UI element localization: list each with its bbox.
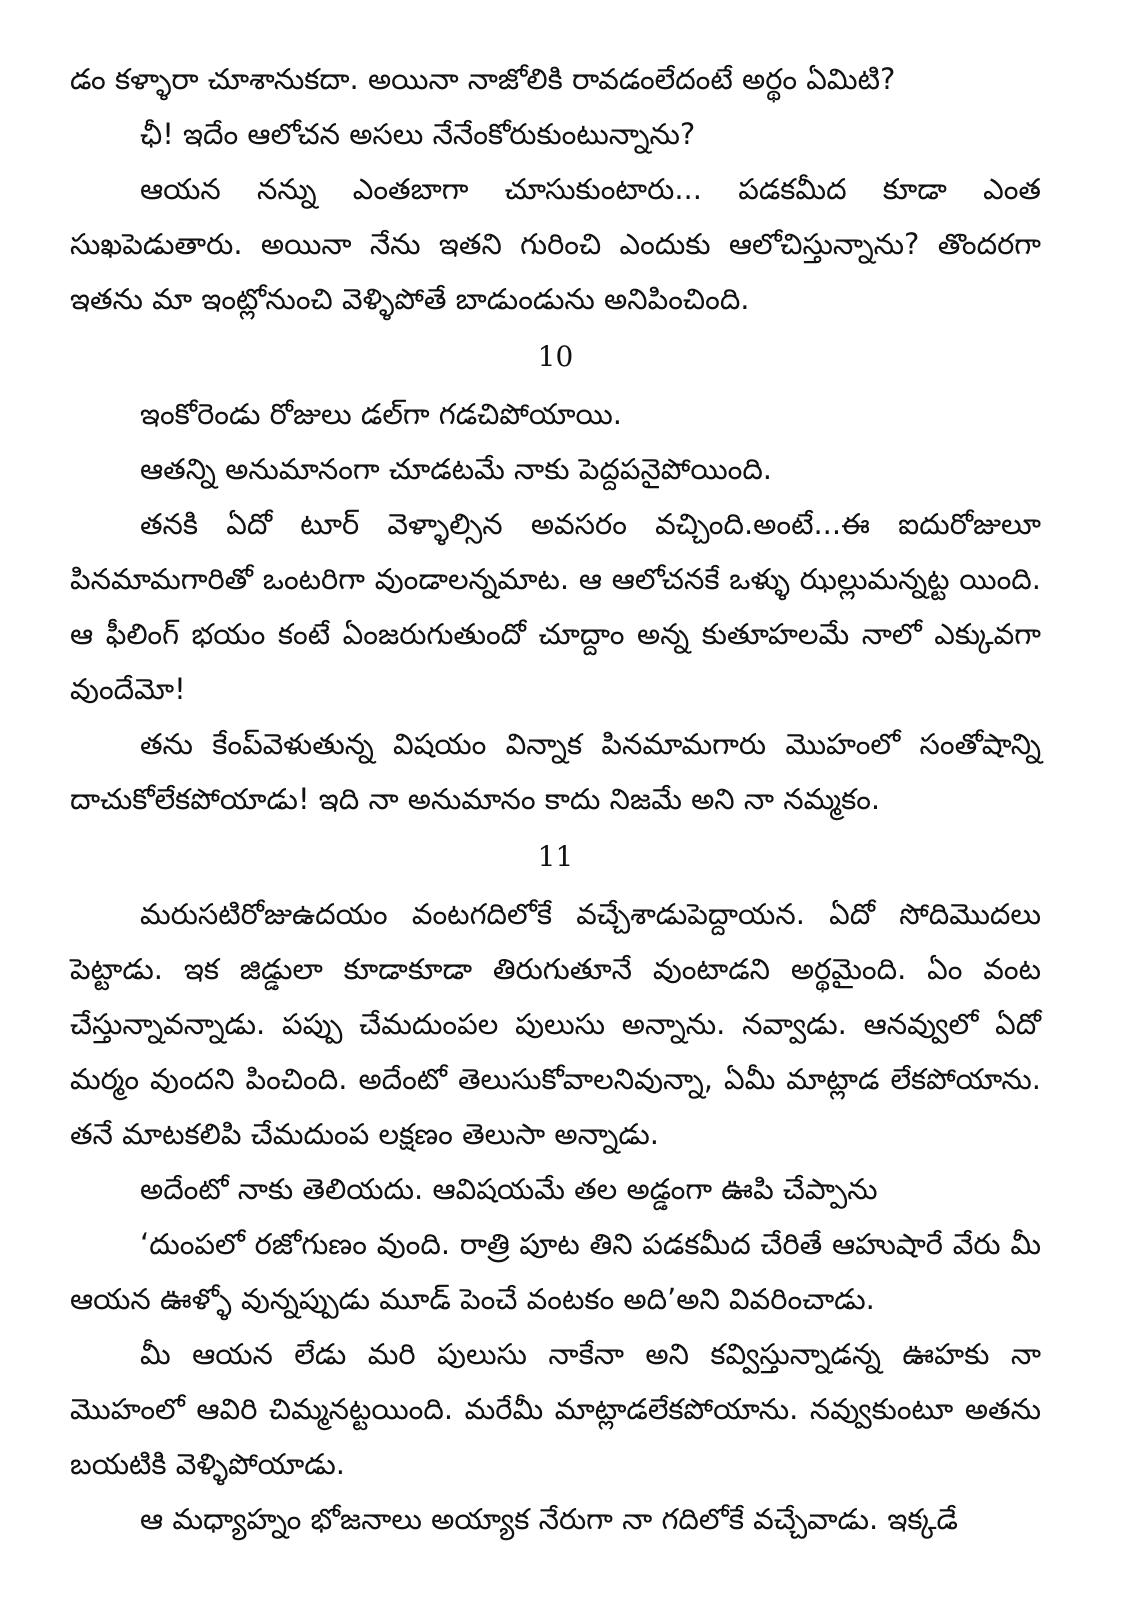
paragraph-12: ఆ మధ్యాహ్నం భోజనాలు అయ్యాక నేరుగా నా గదిలోకే వచ్చేవాడు. ఇక్కడే bbox=[140, 1502, 958, 1536]
paragraph-11: మీ ఆయన లేడు మరి పులుసు నాకేనా అని కవ్విస్తున్నాడన్న ఊహకు నా మొహంలో ఆవిరి చిమ్మనట్టయింది. మరేమీ మాట్లాడలేకపోయాను. నవ్వుకుంటూ అతను బయటికి వెళ్ళిపోయాడు. bbox=[70, 1337, 1041, 1481]
chapter-number-10: 10 bbox=[537, 340, 574, 373]
paragraph-3: ఆయన నన్ను ఎంతబాగా చూసుకుంటారు... పడకమీద కూడా ఎంత సుఖపెడుతారు. అయినా నేను ఇతని గురించి ఎందుకు ఆలోచిస్తున్నాను? తొందరగా ఇతను మా ఇంట్లోనుంచి వెళ్ళిపోతే బాడుండును అనిపించింది. bbox=[70, 172, 1041, 316]
paragraph-4: ఇంకోరెండు రోజులు డల్‌గా గడచిపోయాయి. bbox=[140, 397, 623, 431]
paragraph-2: ఛీ! ఇదేం ఆలోచన అసలు నేనేంకోరుకుంటున్నాను? bbox=[140, 117, 696, 151]
paragraph-9: అదేంటో నాకు తెలియదు. ఆవిషయమే తల అడ్డంగా ఊపి చేప్పాను bbox=[140, 1172, 878, 1206]
paragraph-8: మరుసటిరోజుఉదయం వంటగదిలోకే వచ్చేశాడుపెద్దాయన. ఏదో సోదిమొదలు పెట్టాడు. ఇక జిడ్డులా కూడాకూడా తిరుగుతూనే వుంటాడని అర్థమైంది. ఏం వంట చేస్తున్నావన్నాడు. పప్పు చేమదుంపల పులుసు అన్నాను. నవ్వాడు. ఆనవ్వులో ఏదో మర్మం వుందని పించింది. అదేంటో తెలుసుకోవాలనివున్నా, ఏమీ మాట్లాడ లేకపోయాను. తనే మాటకలిపి చేమదుంప లక్షణం తెలుసా అన్నాడు. bbox=[70, 897, 1041, 1151]
paragraph-5: ఆతన్ని అనుమానంగా చూడటమే నాకు పెద్దపనైపోయింది. bbox=[140, 452, 773, 486]
paragraph-1: డం కళ్ళారా చూశానుకదా. అయినా నాజోలికి రావడంలేదంటే అర్థం ఏమిటి? bbox=[70, 62, 896, 96]
paragraph-7: తను కేంప్‌వెళుతున్న విషయం విన్నాక పినమామగారు మొహంలో సంతోషాన్ని దాచుకోలేకపోయాడు! ఇది నా అనుమానం కాదు నిజమే అని నా నమ్మకం. bbox=[70, 727, 1041, 816]
paragraph-6: తనకి ఏదో టూర్ వెళ్ళాల్సిన అవసరం వచ్చింది.అంటే...ఈ ఐదురోజులూ పినమామగారితో ఒంటరిగా వుండాలన్నమాట. ఆ ఆలోచనకే ఒళ్ళు ఝల్లుమన్నట్ట యింది. ఆ ఫీలింగ్ భయం కంటే ఏంజరుగుతుందో చూద్దాం అన్న కుతూహలమే నాలో ఎక్కువగా వుందేమో! bbox=[70, 507, 1041, 706]
chapter-number-11: 11 bbox=[537, 840, 574, 873]
paragraph-10: ‘దుంపలో రజోగుణం వుంది. రాత్రి పూట తిని పడకమీద చేరితే ఆహుషారే వేరు మీ ఆయన ఊళ్ళో వున్నప్పుడు మూడ్ పెంచే వంటకం అది’అని వివరించాడు. bbox=[70, 1227, 1041, 1316]
